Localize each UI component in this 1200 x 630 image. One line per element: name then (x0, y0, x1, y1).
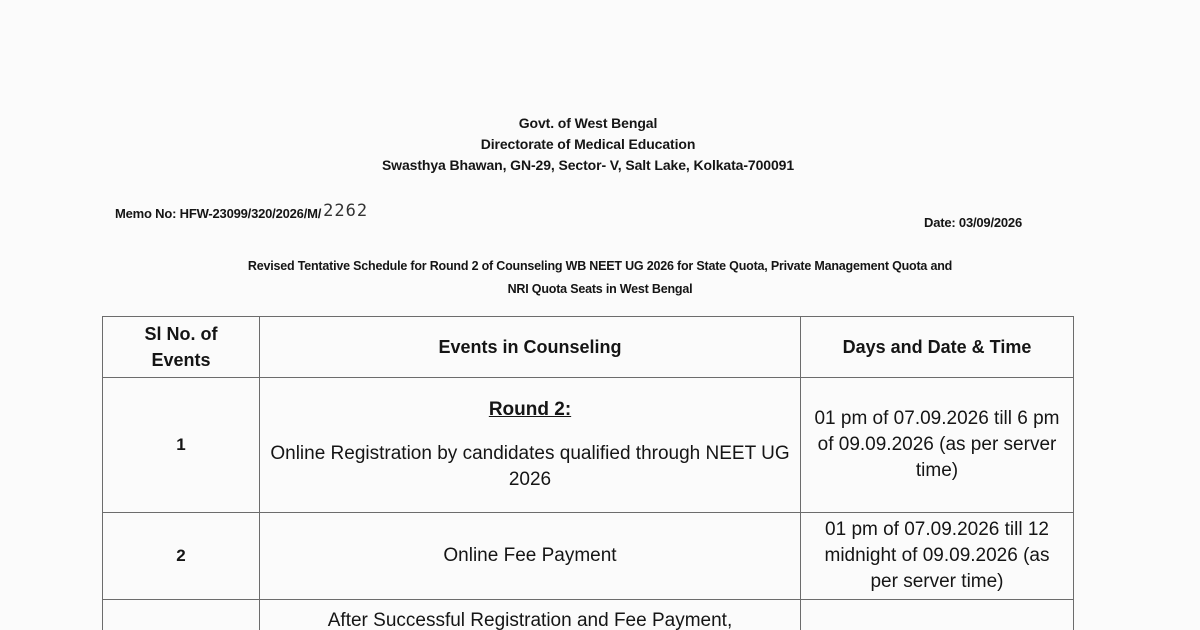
event-date-time: 01 pm of 07.09.2026 till 6 pm of 09.09.2026 (as per server time) (801, 378, 1074, 513)
event-description: Online Fee Payment (260, 513, 801, 600)
column-header-events: Events in Counseling (260, 317, 801, 378)
table-row (103, 378, 1074, 513)
column-header-sl-no (103, 317, 260, 378)
event-description: Online Registration by candidates qualified through NEET UG 2026 (270, 443, 790, 490)
office-address: Swasthya Bhawan, GN-29, Sector- V, Salt Lake, Kolkata-700091 (381, 157, 795, 173)
event-sl-no: 1 (103, 378, 260, 513)
memo-label: Memo No: HFW-23099/320/2026/M/ (115, 206, 322, 221)
govt-name: Govt. of West Bengal (518, 115, 658, 131)
column-header-date-time: Days and Date & Time (801, 317, 1074, 378)
event-cell (260, 378, 801, 513)
column-header-sl-no-line-2: Events (151, 350, 211, 370)
column-header-sl-no-line-1: Sl No. of (144, 324, 218, 344)
table-row (103, 600, 1074, 630)
event-sl-no (103, 600, 260, 630)
directorate-name: Directorate of Medical Education (480, 136, 696, 152)
event-description: After Successful Registration and Fee Payment, (260, 600, 801, 630)
schedule-table (102, 316, 1074, 630)
schedule-title-line-1: Revised Tentative Schedule for Round 2 of Counseling WB NEET UG 2026 for State Quota, Private Management Quota and (247, 259, 953, 273)
event-date-time (801, 600, 1074, 630)
table-row (103, 513, 1074, 600)
round-label: Round 2: (488, 399, 572, 420)
memo-date: Date: 03/09/2026 (924, 215, 1022, 230)
schedule-title (100, 255, 1100, 301)
event-sl-no: 2 (103, 513, 260, 600)
schedule-title-line-2: NRI Quota Seats in West Bengal (507, 282, 693, 296)
memo-handwritten-number: 2262 (323, 201, 369, 221)
letterhead (0, 113, 1176, 176)
table-header-row (103, 317, 1074, 378)
memo-number (115, 203, 368, 223)
event-date-time: 01 pm of 07.09.2026 till 12 midnight of 09.09.2026 (as per server time) (801, 513, 1074, 600)
